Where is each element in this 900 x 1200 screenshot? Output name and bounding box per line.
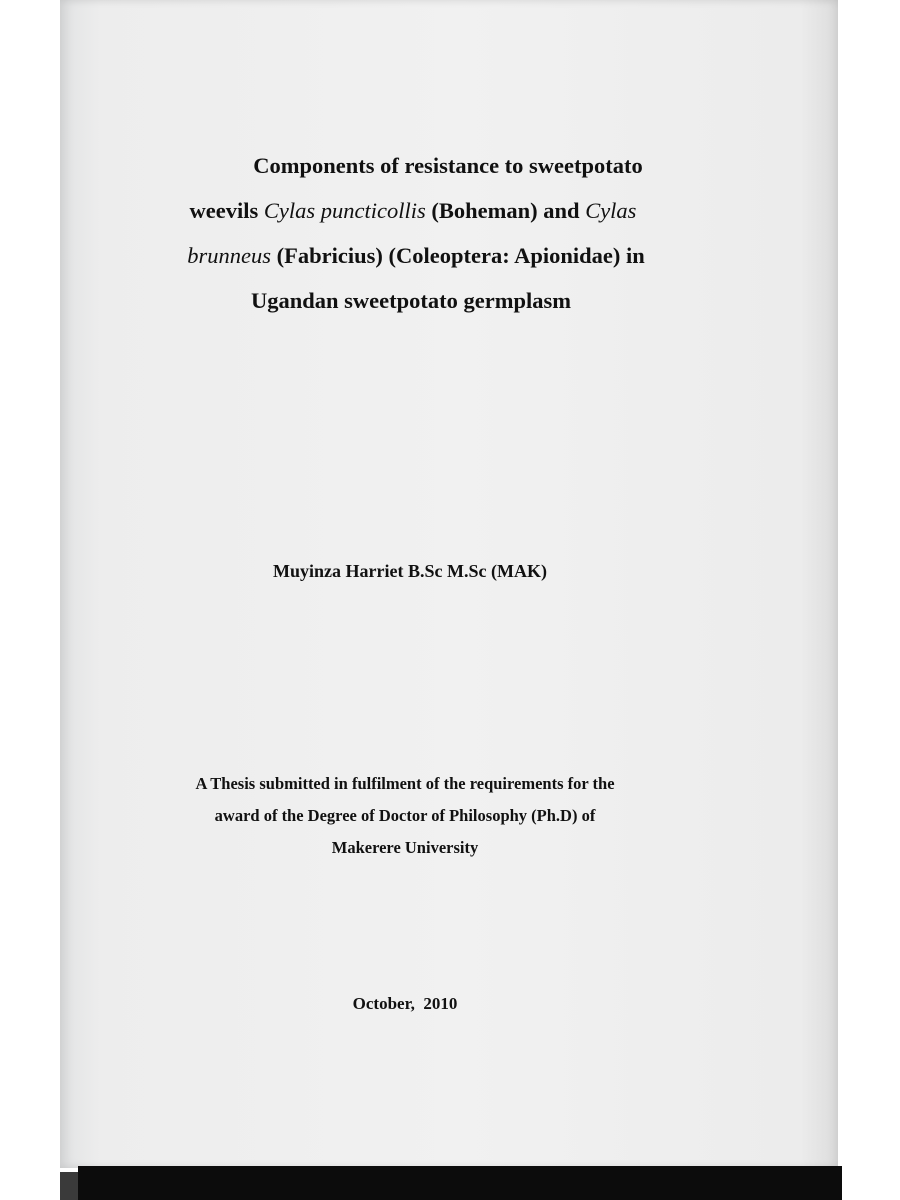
statement-line-1: A Thesis submitted in fulfilment of the requirements for the: [195, 774, 615, 793]
submission-date: October, 2010: [352, 994, 458, 1013]
title-line-1: [100, 143, 720, 188]
title-text: (Boheman) and: [425, 198, 586, 223]
degree-statement: [110, 768, 700, 864]
statement-line-2: award of the Degree of Doctor of Philosophy (Ph.D) of: [214, 806, 596, 825]
title-line-4: [100, 278, 720, 323]
species-name: Cylas puncticollis: [263, 198, 426, 223]
title-line-3: [100, 233, 720, 278]
statement-line-3: Makerere University: [331, 838, 479, 857]
author-name: Muyinza Harriet B.Sc M.Sc (MAK): [273, 561, 547, 581]
title-text: Components of resistance to sweetpotato: [253, 153, 643, 178]
title-text: Ugandan sweetpotato germplasm: [251, 288, 571, 313]
title-text: weevils: [189, 198, 264, 223]
species-name: brunneus: [187, 243, 271, 268]
thesis-title: [100, 143, 720, 323]
genus-name: Cylas: [585, 198, 637, 223]
scan-bottom-edge: [78, 1166, 842, 1200]
title-text: (Fabricius) (Coleoptera: Apionidae) in: [271, 243, 645, 268]
title-line-2: [100, 188, 720, 233]
